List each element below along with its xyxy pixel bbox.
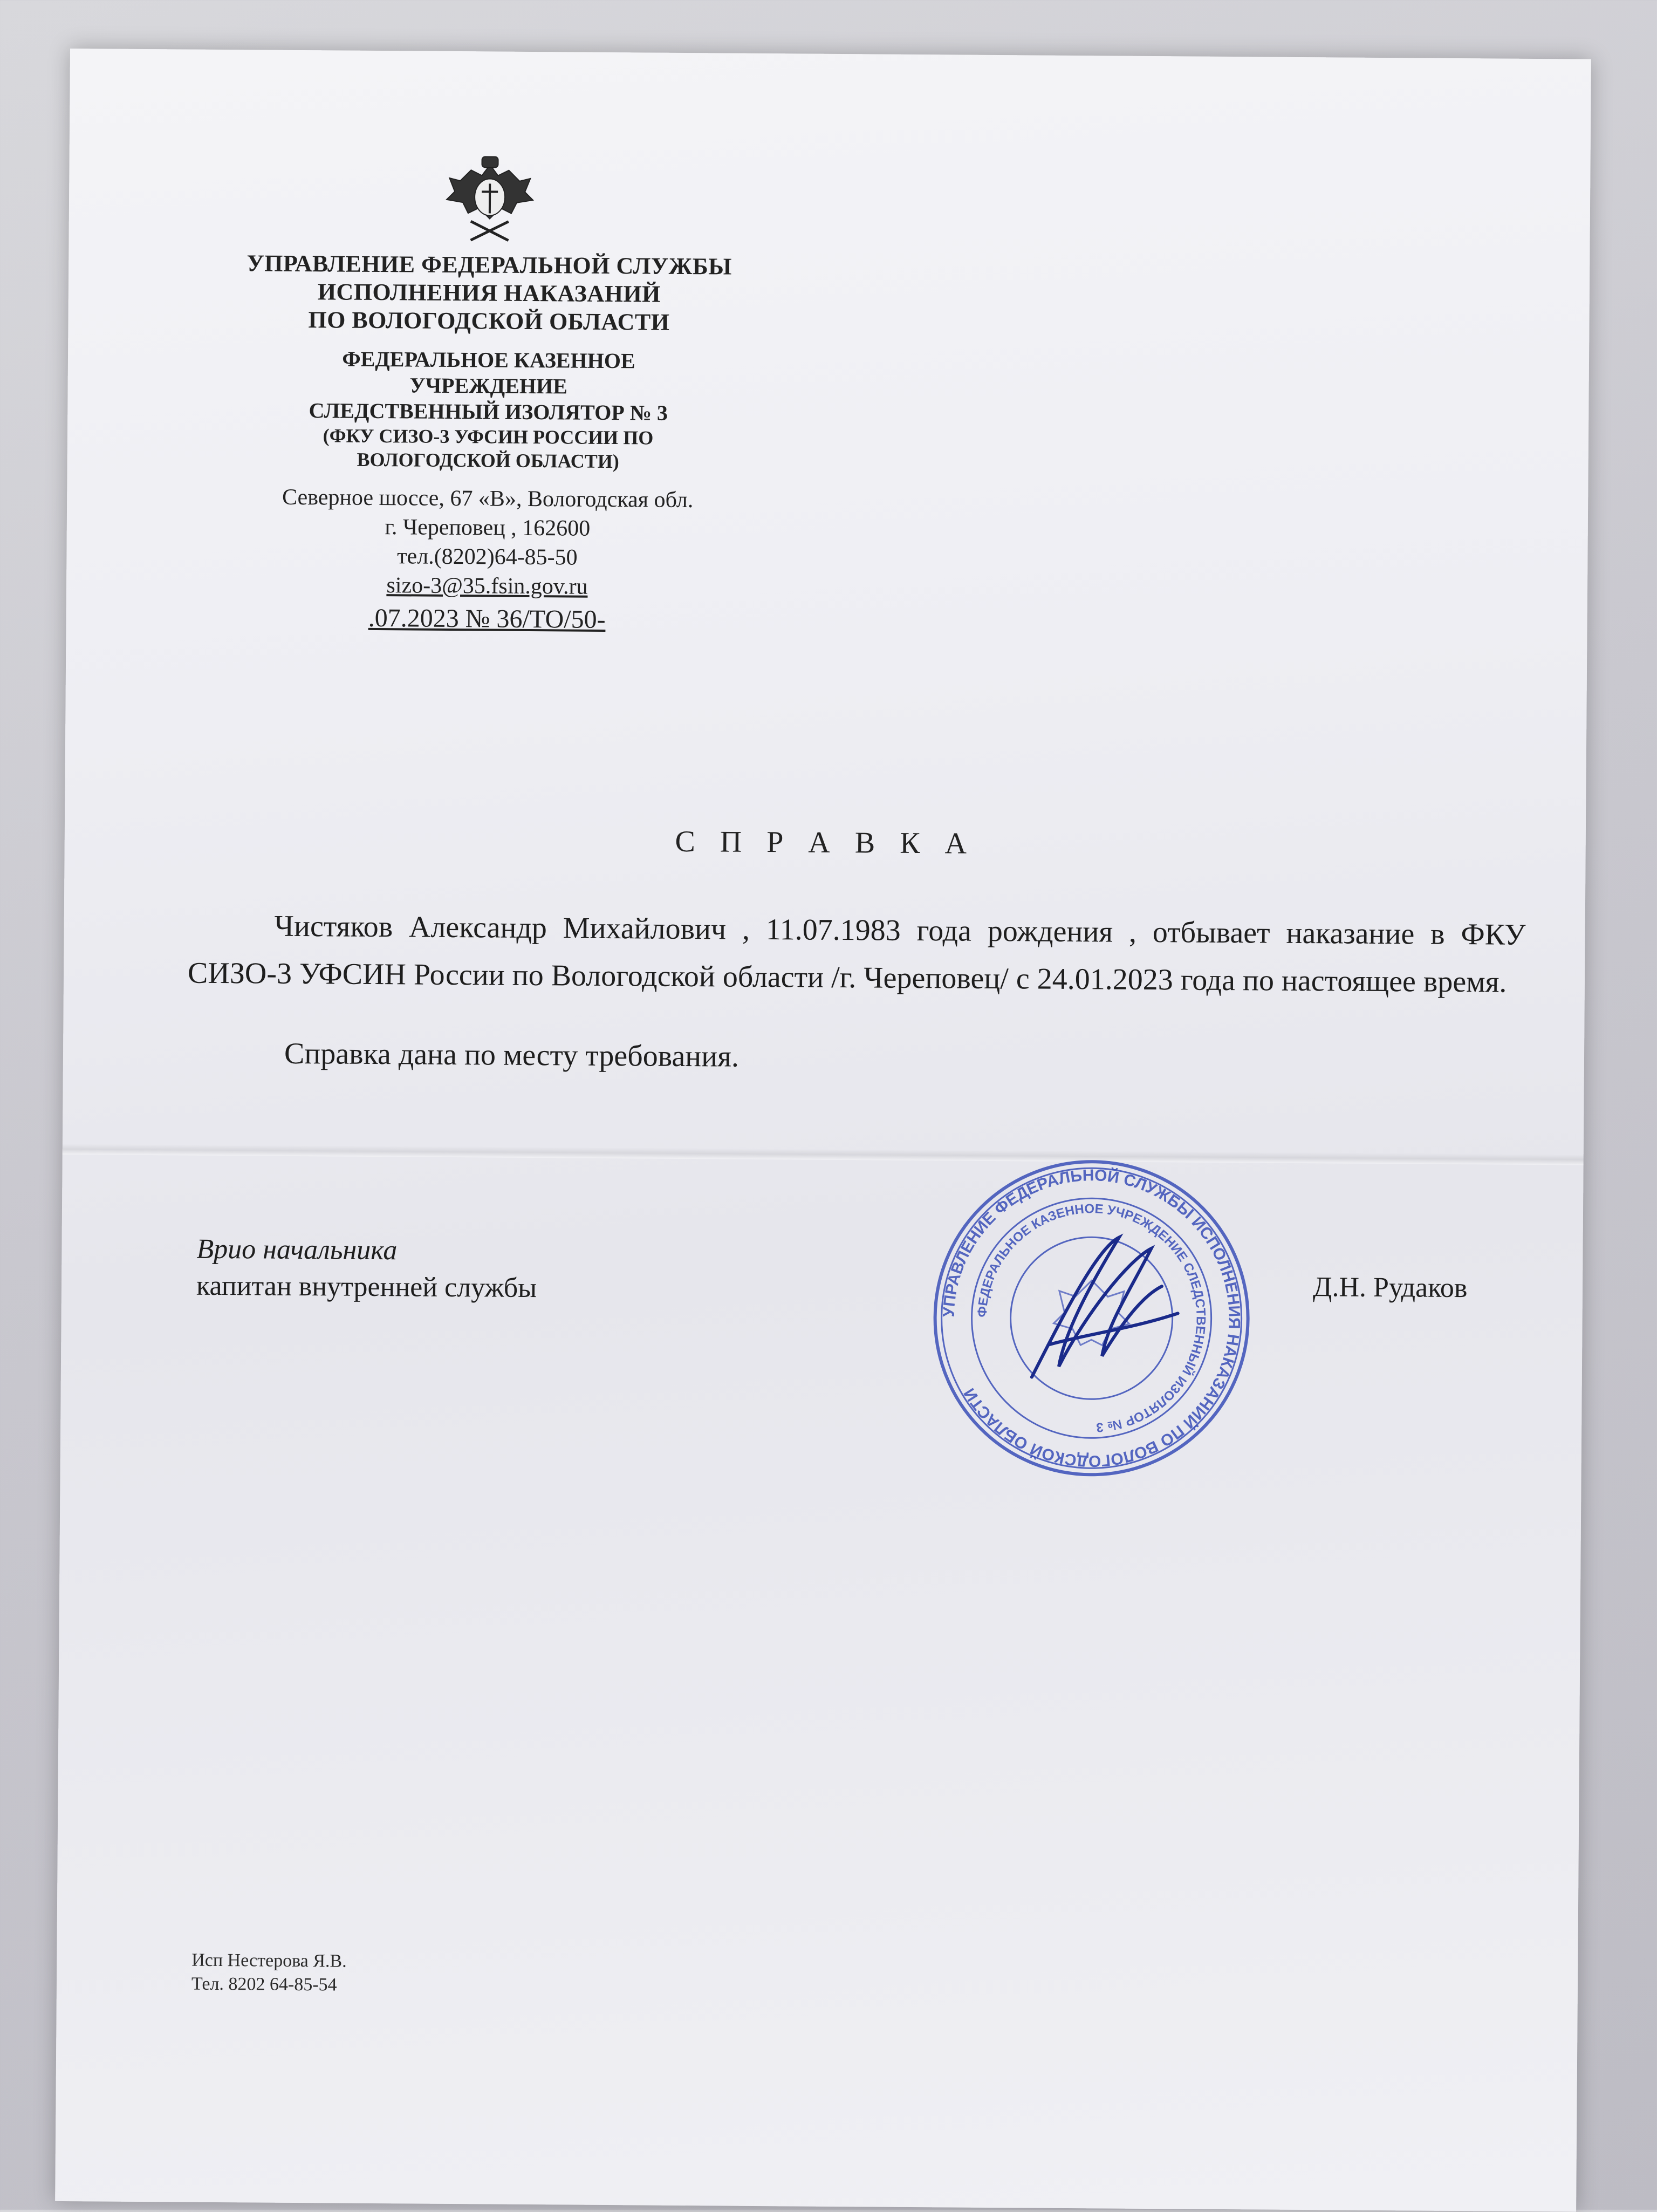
- email: sizo-3@35.fsin.gov.ru: [386, 573, 588, 599]
- document-title: С П Р А В К А: [675, 824, 976, 861]
- svg-text:ФЕДЕРАЛЬНОЕ КАЗЕННОЕ УЧРЕЖДЕНИ: [974, 1201, 1209, 1436]
- paper-fold: [63, 1144, 1584, 1165]
- inst-line: УЧРЕЖДЕНИЕ: [409, 373, 568, 399]
- letterhead: [195, 152, 781, 638]
- position-line: Врио начальника: [196, 1233, 398, 1266]
- executor-phone: Тел. 8202 64-85-54: [191, 1974, 337, 1995]
- paragraph-purpose: Справка дана по месту требования.: [284, 1036, 740, 1074]
- stamp-outer-text: УПРАВЛЕНИЕ ФЕДЕРАЛЬНОЙ СЛУЖБЫ ИСПОЛНЕНИЯ НАКАЗАНИЙ ПО ВОЛОГОДСКОЙ ОБЛАСТИ: [940, 1166, 1243, 1470]
- city: г. Череповец , 162600: [385, 515, 591, 541]
- inst-short-line: (ФКУ СИЗО-3 УФСИН РОССИИ ПО: [323, 425, 654, 449]
- org-line: УПРАВЛЕНИЕ ФЕДЕРАЛЬНОЙ СЛУЖБЫ: [247, 250, 732, 280]
- inst-line: ФЕДЕРАЛЬНОЕ КАЗЕННОЕ: [342, 346, 635, 373]
- document-sheet: [55, 49, 1591, 2212]
- position-line: капитан внутренней службы: [196, 1270, 537, 1304]
- fsin-emblem-icon: [438, 154, 541, 246]
- inst-line: СЛЕДСТВЕННЫЙ ИЗОЛЯТОР № 3: [309, 398, 668, 425]
- official-stamp: [923, 1150, 1259, 1486]
- registration-number: .07.2023 № 36/ТО/50-: [368, 603, 606, 634]
- signatory-position: [196, 1231, 537, 1307]
- executor-info: [191, 1949, 347, 1997]
- institution-title: [197, 345, 780, 475]
- signatory-name: Д.Н. Рудаков: [1312, 1272, 1468, 1304]
- org-line: ПО ВОЛОГОДСКОЙ ОБЛАСТИ: [308, 306, 670, 336]
- document-body: [187, 902, 1526, 1086]
- phone: тел.(8202)64-85-50: [397, 544, 578, 570]
- handwritten-signature: [1032, 1237, 1179, 1378]
- address: Северное шоссе, 67 «В», Вологодская обл.: [282, 484, 694, 513]
- org-title: [197, 249, 780, 338]
- stamp-inner-text: ФЕДЕРАЛЬНОЕ КАЗЕННОЕ УЧРЕЖДЕНИЕ СЛЕДСТВЕННЫЙ ИЗОЛЯТОР № 3: [975, 1201, 1208, 1435]
- paragraph-main: Чистяков Александр Михайлович , 11.07.1983 года рождения , отбывает наказание в ФКУ СИЗО-3 УФСИН России по Вологодской области /г. Череповец/ с 24.01.2023 года по настоящее время.: [187, 909, 1526, 999]
- contacts: [196, 482, 779, 603]
- org-line: ИСПОЛНЕНИЯ НАКАЗАНИЙ: [317, 278, 661, 308]
- inst-short-line: ВОЛОГОДСКОЙ ОБЛАСТИ): [357, 448, 619, 473]
- executor-name: Исп Нестерова Я.В.: [191, 1950, 347, 1971]
